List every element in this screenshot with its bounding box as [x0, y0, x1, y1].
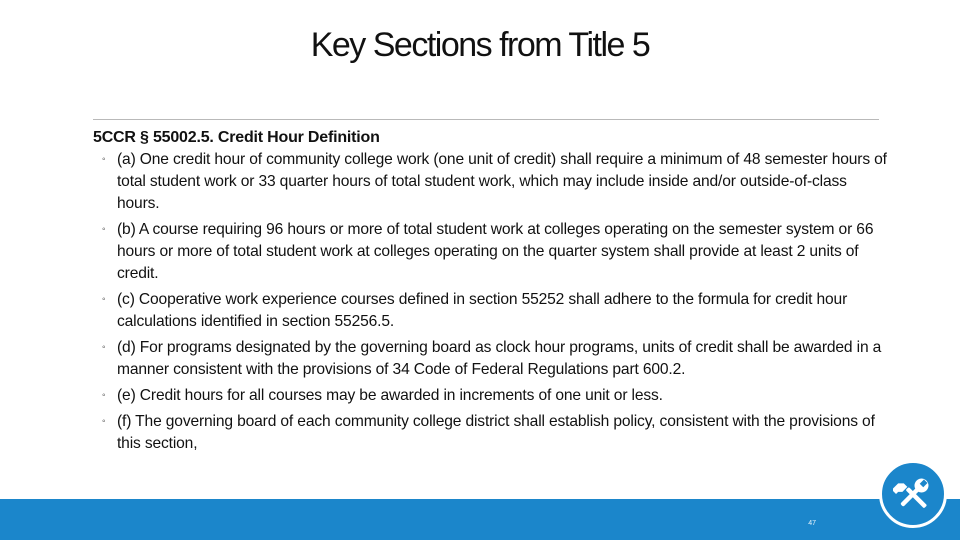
footer-bar	[0, 499, 960, 540]
list-item-text: (f) The governing board of each community college district shall establish policy, consistent with the provisions of this section,	[117, 413, 875, 452]
list-item	[93, 149, 893, 215]
bullet-glyph: ◦	[102, 390, 106, 401]
slide-content	[93, 127, 893, 455]
list-item-text: (e) Credit hours for all courses may be awarded in increments of one unit or less.	[117, 387, 663, 404]
bullet-glyph: ◦	[102, 294, 106, 305]
list-item	[93, 411, 893, 455]
list-item	[93, 289, 893, 333]
tools-icon	[893, 474, 933, 514]
page-number: 47	[808, 520, 816, 527]
bullet-glyph: ◦	[102, 416, 106, 427]
list-item-text: (c) Cooperative work experience courses defined in section 55252 shall adhere to the formula for credit hour calculations identified in section 55256.5.	[117, 291, 848, 330]
bullet-glyph: ◦	[102, 224, 106, 235]
bullet-glyph: ◦	[102, 154, 106, 165]
list-item-text: (a) One credit hour of community college work (one unit of credit) shall require a minimum of 48 semester hours of total student work or 33 quarter hours of total student work, which may include inside and/or outside-of-class hours.	[117, 151, 887, 212]
list-item	[93, 385, 893, 407]
section-heading: 5CCR § 55002.5. Credit Hour Definition	[93, 129, 380, 146]
list-item	[93, 219, 893, 285]
bullet-glyph: ◦	[102, 342, 106, 353]
slide-title: Key Sections from Title 5	[310, 26, 650, 64]
list-item-text: (d) For programs designated by the governing board as clock hour programs, units of credit shall be awarded in a manner consistent with the provisions of 34 Code of Federal Regulations part 600.2.	[117, 339, 882, 378]
title-divider	[93, 119, 879, 120]
bullet-list	[93, 149, 893, 455]
list-item-text: (b) A course requiring 96 hours or more of total student work at colleges operating on the semester system or 66 hours or more of total student work at colleges operating on the quarter system shall provide at least 2 units of credit.	[117, 221, 874, 282]
tools-badge	[879, 460, 947, 528]
list-item	[93, 337, 893, 381]
